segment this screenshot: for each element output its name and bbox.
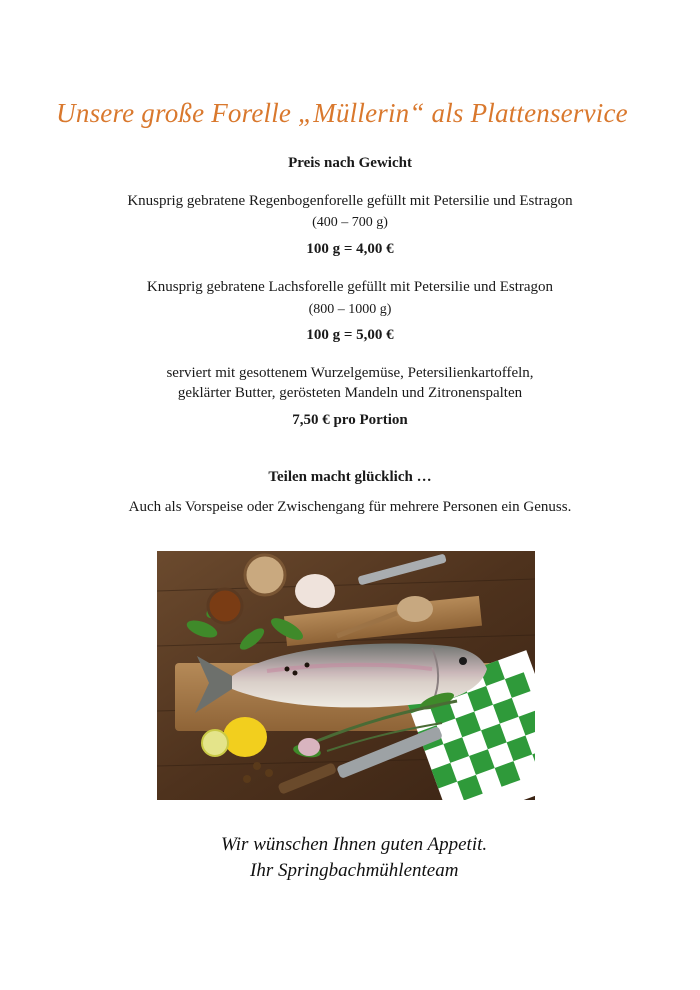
page-title: Unsere große Forelle „Müllerin“ als Plattenservice <box>56 98 628 128</box>
item-2-price: 100 g = 5,00 € <box>306 327 394 343</box>
sides-line-1: serviert mit gesottenem Wurzelgemüse, Petersilienkartoffeln, <box>166 365 534 381</box>
sides-line-2: geklärter Butter, gerösteten Mandeln und Zitronenspalten <box>177 385 523 401</box>
item-1-price: 100 g = 4,00 € <box>306 241 394 257</box>
share-text: Auch als Vorspeise oder Zwischengang für mehrere Personen ein Genuss. <box>128 499 572 515</box>
trout-photo <box>157 551 535 800</box>
sides-price: 7,50 € pro Portion <box>292 412 408 428</box>
closing-line-2: Ihr Springbachmühlenteam <box>250 860 459 881</box>
closing-line-1: Wir wünschen Ihnen guten Appetit. <box>221 834 488 855</box>
item-2-description: Knusprig gebratene Lachsforelle gefüllt mit Petersilie und Estragon <box>146 279 554 295</box>
item-1-weight: (400 – 700 g) <box>312 215 388 230</box>
price-subtitle: Preis nach Gewicht <box>288 155 412 171</box>
share-heading: Teilen macht glücklich … <box>268 469 432 485</box>
item-2-weight: (800 – 1000 g) <box>308 302 392 317</box>
item-1-description: Knusprig gebratene Regenbogenforelle gefüllt mit Petersilie und Estragon <box>127 193 573 209</box>
